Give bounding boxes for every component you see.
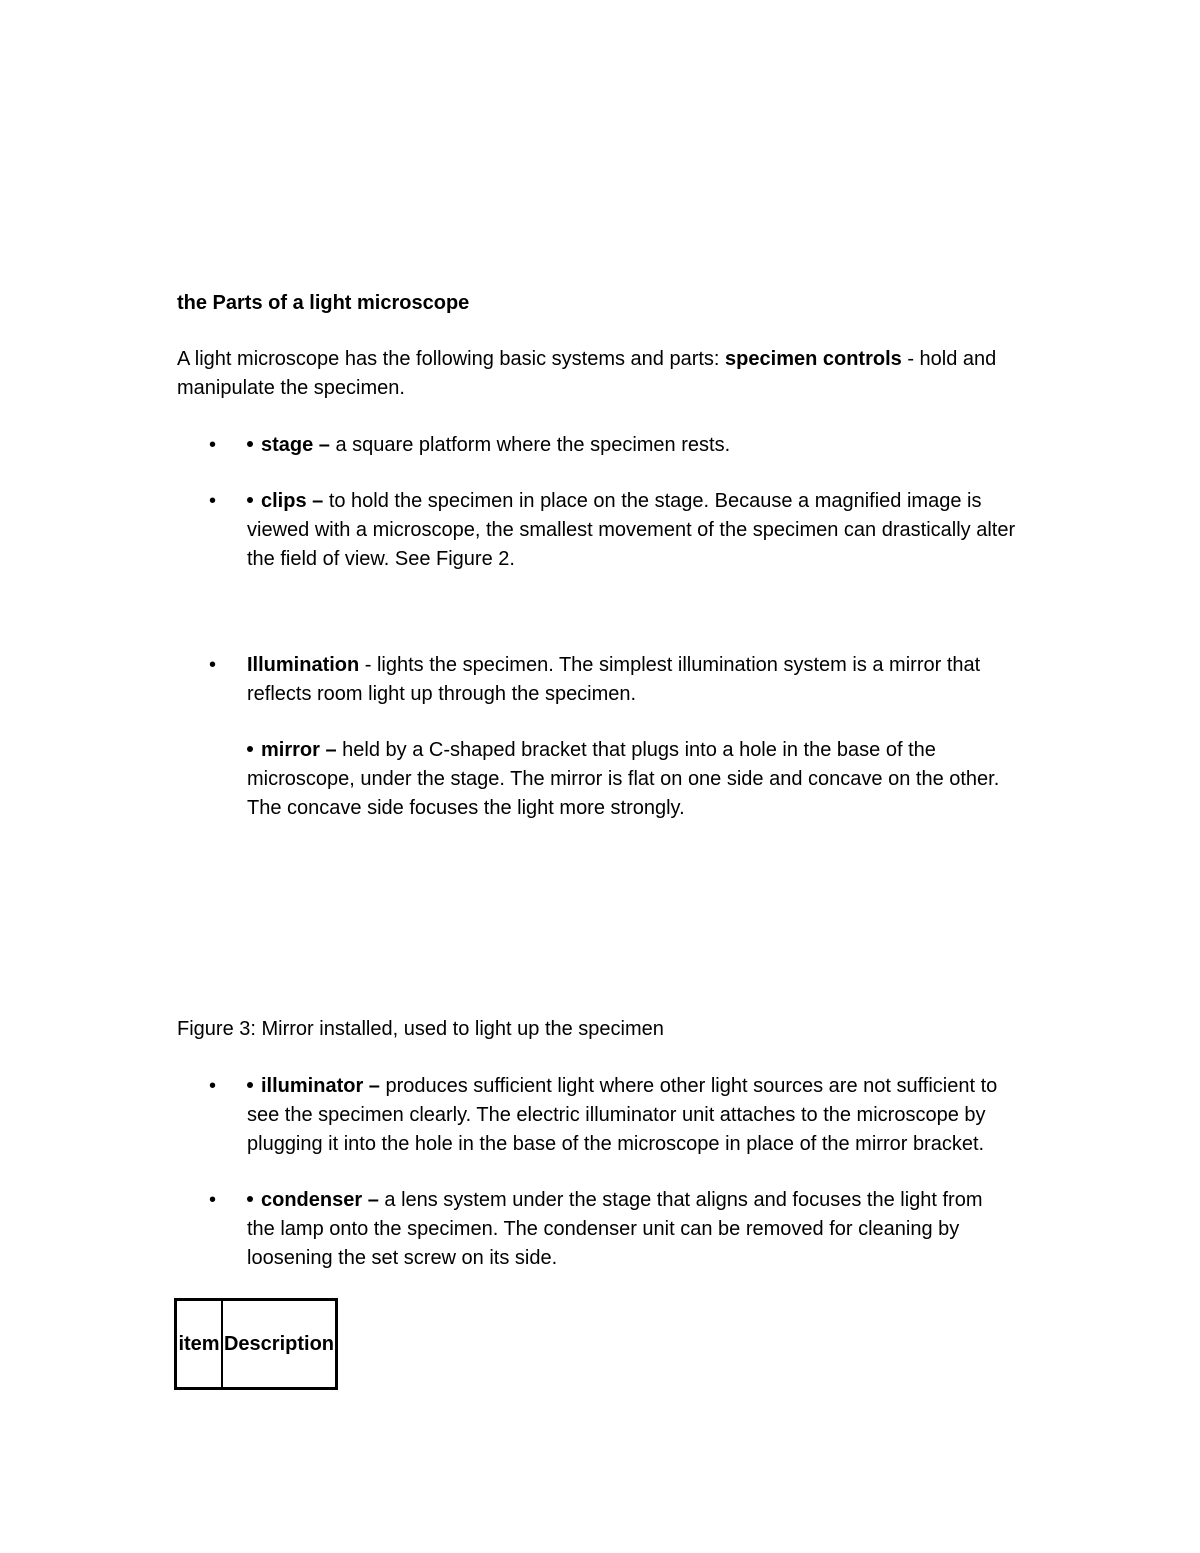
intro-lead: A light microscope has the following basic systems and parts: bbox=[177, 348, 726, 370]
intro-term: specimen controls bbox=[725, 348, 902, 370]
item-term: stage – bbox=[261, 434, 330, 456]
item-term: mirror – bbox=[261, 739, 337, 761]
table-header-description: Description bbox=[222, 1300, 337, 1389]
bullet-icon: • bbox=[209, 654, 217, 676]
dot-icon bbox=[247, 441, 253, 447]
table-header-item: item bbox=[176, 1300, 223, 1389]
figure-caption: Figure 3: Mirror installed, used to light up the specimen bbox=[177, 1018, 664, 1040]
item-term: clips – bbox=[261, 490, 324, 512]
mirror-subitem bbox=[247, 736, 1007, 823]
bullet-icon: • bbox=[209, 490, 217, 512]
item-text: to hold the specimen in place on the stage. Because a magnified image is viewed with a microscope, the smallest movement of the specimen can drastically alter the field of view. See Figure 2. bbox=[247, 490, 1016, 570]
item-text: held by a C-shaped bracket that plugs into a hole in the base of the microscope, under the stage. The mirror is flat on one side and concave on the other. The concave side focuses the light more strongly. bbox=[247, 739, 1000, 819]
item-term: Illumination bbox=[247, 654, 360, 676]
page-title: the Parts of a light microscope bbox=[177, 292, 470, 314]
bullet-icon: • bbox=[209, 434, 217, 456]
item-text: a lens system under the stage that aligns and focuses the light from the lamp onto the specimen. The condenser unit can be removed for cleaning by loosening the set screw on its side. bbox=[247, 1189, 983, 1269]
bullet-icon: • bbox=[209, 1189, 217, 1211]
item-term: illuminator – bbox=[261, 1075, 380, 1097]
item-text: - lights the specimen. The simplest illumination system is a mirror that reflects room light up through the specimen. bbox=[247, 654, 981, 705]
item-term: condenser – bbox=[261, 1189, 379, 1211]
dot-icon bbox=[247, 746, 253, 752]
bullet-icon: • bbox=[209, 1075, 217, 1097]
dot-icon bbox=[247, 497, 253, 503]
intro-paragraph bbox=[177, 345, 1027, 403]
description-table bbox=[174, 1298, 338, 1390]
intro-rest: - hold and manipulate the specimen. bbox=[177, 348, 997, 399]
dot-icon bbox=[247, 1082, 253, 1088]
item-text: a square platform where the specimen rests. bbox=[329, 434, 731, 456]
dot-icon bbox=[247, 1196, 253, 1202]
item-text: produces sufficient light where other light sources are not sufficient to see the specimen clearly. The electric illuminator unit attaches to the microscope by plugging it into the hole in the base of the microscope in place of the mirror bracket. bbox=[247, 1075, 998, 1155]
table-row bbox=[176, 1300, 337, 1389]
